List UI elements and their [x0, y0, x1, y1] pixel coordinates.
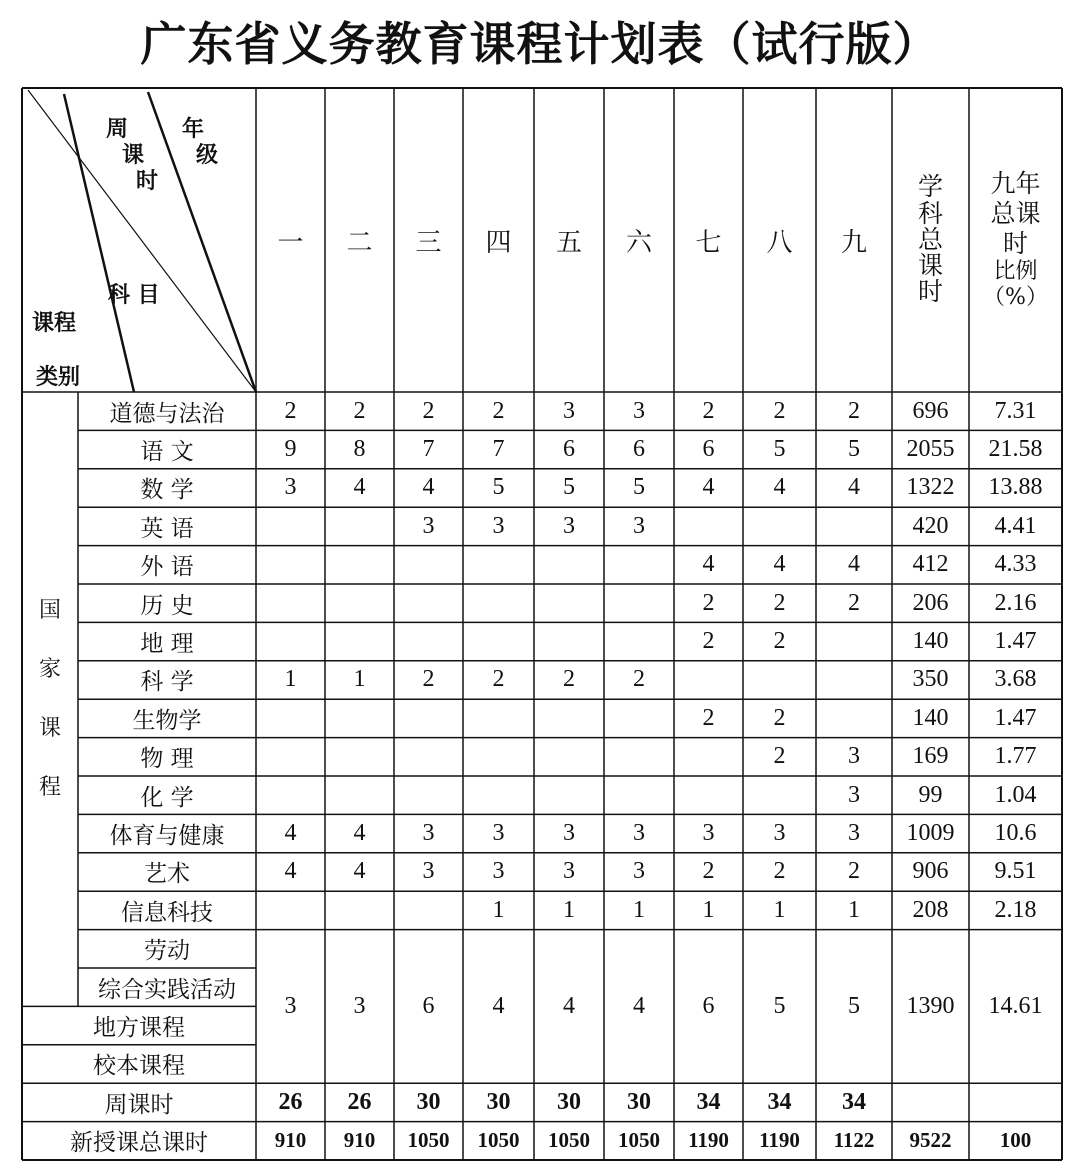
weekly-hours-cell: 1 [773, 896, 786, 923]
weekly-hours-cell: 6 [633, 436, 645, 463]
weekly-hours-cell [325, 584, 394, 622]
ratio-cell: 21.58 [988, 436, 1043, 463]
ratio-cell: 4.33 [994, 551, 1037, 578]
ratio-header-line: 九年 [990, 168, 1041, 198]
subject-total-cell: 350 [912, 666, 949, 693]
weekly-hours-cell [534, 738, 604, 776]
weekly-hours-cell: 3 [422, 820, 435, 847]
subject-total-cell: 412 [912, 551, 949, 578]
combined-hours-cell: 6 [422, 992, 435, 1019]
weekly-total-cell: 26 [347, 1088, 372, 1115]
grade-header-6: 六 [625, 227, 652, 258]
weekly-hours-cell [816, 661, 892, 699]
new-total-cell: 1050 [618, 1128, 660, 1153]
weekly-hours-cell: 9 [284, 436, 297, 463]
weekly-hours-cell: 3 [284, 474, 297, 501]
weekly-hours-cell: 2 [848, 397, 860, 424]
ratio-cell: 2.18 [994, 896, 1037, 923]
ratio-cell: 1.47 [994, 628, 1037, 655]
weekly-hours-cell: 3 [563, 512, 575, 539]
ratio-header-line: 时 [1002, 228, 1028, 258]
grade-header-8: 八 [766, 227, 793, 258]
ratio-cell: 10.6 [994, 820, 1037, 847]
subject-total-cell: 99 [918, 781, 943, 808]
weekly-hours-cell: 5 [848, 436, 860, 463]
subject-name: 综合实践活动 [98, 976, 236, 1003]
weekly-hours-cell: 2 [422, 397, 435, 424]
subject-name: 化 学 [140, 784, 194, 811]
weekly-hours-cell: 3 [492, 512, 505, 539]
weekly-hours-cell [256, 776, 325, 814]
subject-total-header-char: 时 [917, 277, 943, 307]
weekly-total-cell: 34 [767, 1088, 792, 1115]
weekly-hours-cell [604, 699, 674, 737]
weekly-total-cell: 34 [696, 1088, 721, 1115]
weekly-hours-cell [394, 776, 463, 814]
weekly-hours-cell [463, 776, 534, 814]
weekly-hours-cell [743, 507, 816, 545]
weekly-hours-cell: 2 [773, 743, 786, 770]
weekly-hours-cell [463, 699, 534, 737]
combined-hours-cell: 6 [702, 992, 715, 1019]
weekly-hours-cell [394, 584, 463, 622]
weekly-hours-cell [743, 661, 816, 699]
grade-header-2: 二 [346, 227, 373, 258]
weekly-hours-cell: 4 [702, 474, 715, 501]
weekly-hours-cell [534, 584, 604, 622]
weekly-total-cell: 30 [627, 1088, 651, 1115]
corner-weekly-hours-label-char: 周 [106, 116, 129, 142]
ratio-cell: 2.16 [994, 589, 1037, 616]
subject-total-cell: 696 [912, 397, 949, 424]
grade-header-4: 四 [485, 227, 512, 258]
weekly-hours-cell [256, 507, 325, 545]
combined-hours-cell: 3 [284, 992, 297, 1019]
weekly-hours-cell: 4 [422, 474, 435, 501]
new-total-cell: 1050 [407, 1128, 450, 1153]
corner-weekly-hours-label [106, 118, 128, 141]
ratio-header [969, 88, 1062, 392]
weekly-hours-cell: 2 [773, 589, 786, 616]
national-course-label-char: 课 [38, 716, 61, 742]
weekly-total-cell: 30 [416, 1088, 441, 1115]
new-total-cell: 1190 [688, 1128, 729, 1153]
weekly-hours-cell: 2 [773, 858, 786, 885]
subject-name: 数 学 [140, 477, 194, 504]
combined-total-cell: 1390 [906, 992, 955, 1019]
national-course-label-char: 国 [38, 598, 61, 623]
national-course-label [22, 392, 78, 1006]
combined-hours-cell: 4 [633, 992, 645, 1019]
ratio-cell: 1.77 [994, 743, 1037, 770]
corner-weekly-hours-label [136, 170, 158, 193]
weekly-hours-cell: 7 [422, 436, 435, 463]
weekly-hours-cell: 4 [284, 820, 297, 847]
weekly-hours-cell: 5 [633, 474, 645, 501]
weekly-hours-cell: 2 [773, 704, 786, 731]
subject-name: 语 文 [140, 439, 194, 466]
subject-name: 道德与法治 [109, 400, 225, 427]
weekly-hours-cell [674, 507, 743, 545]
weekly-hours-cell [256, 546, 325, 584]
new-total-cell: 1190 [759, 1128, 800, 1153]
ratio-header-line: 比例 [993, 258, 1038, 284]
weekly-hours-cell: 3 [848, 743, 860, 770]
subject-total-header [892, 88, 969, 392]
weekly-hours-cell [256, 584, 325, 622]
weekly-hours-cell [256, 738, 325, 776]
combined-hours-cell: 4 [492, 992, 505, 1019]
new-total-cell: 1050 [548, 1128, 590, 1153]
corner-weekly-hours-label [122, 144, 144, 167]
weekly-hours-cell: 3 [633, 512, 645, 539]
local-course-name: 地方课程 [93, 1015, 185, 1042]
weekly-hours-cell: 3 [563, 397, 575, 424]
subject-total-cell: 420 [912, 512, 949, 539]
weekly-hours-cell: 2 [353, 397, 366, 424]
weekly-hours-cell: 1 [563, 896, 575, 923]
weekly-hours-cell: 6 [702, 436, 715, 463]
weekly-hours-cell [534, 622, 604, 660]
combined-ratio-cell: 14.61 [988, 992, 1043, 1019]
weekly-hours-cell [256, 699, 325, 737]
weekly-total-cell: 30 [486, 1088, 511, 1115]
grand-total-cell: 9522 [909, 1128, 952, 1153]
weekly-hours-cell: 3 [563, 820, 575, 847]
ratio-cell: 1.04 [994, 781, 1037, 808]
subject-name: 劳动 [144, 938, 190, 965]
weekly-hours-cell [674, 661, 743, 699]
weekly-hours-cell [604, 584, 674, 622]
weekly-hours-cell: 4 [773, 474, 786, 501]
weekly-hours-cell [534, 699, 604, 737]
weekly-hours-cell [256, 622, 325, 660]
corner-weekly-hours-label-char: 时 [136, 168, 159, 194]
subject-total-cell: 140 [912, 628, 949, 655]
weekly-hours-cell: 2 [702, 858, 715, 885]
weekly-hours-cell [325, 776, 394, 814]
weekly-hours-cell: 3 [848, 781, 860, 808]
corner-subject-label-char: 科 目 [108, 282, 160, 308]
weekly-hours-cell: 2 [563, 666, 575, 693]
weekly-total-cell: 26 [278, 1088, 303, 1115]
subject-total-header-char: 科 [917, 198, 943, 228]
subject-total-cell: 208 [912, 896, 949, 923]
weekly-hours-cell: 4 [773, 551, 786, 578]
weekly-hours-cell: 5 [773, 436, 786, 463]
weekly-hours-cell: 4 [284, 858, 297, 885]
weekly-hours-cell: 4 [353, 474, 366, 501]
weekly-hours-cell: 2 [773, 397, 786, 424]
subject-total-cell: 206 [912, 589, 949, 616]
weekly-hours-cell [604, 546, 674, 584]
combined-hours-cell: 4 [563, 992, 575, 1019]
weekly-hours-cell [674, 776, 743, 814]
weekly-hours-cell [816, 507, 892, 545]
subject-total-cell: 1009 [906, 820, 955, 847]
weekly-hours-cell: 1 [353, 666, 366, 693]
weekly-hours-cell: 1 [633, 896, 645, 923]
subject-name: 科 学 [140, 669, 194, 696]
ratio-cell: 4.41 [994, 512, 1037, 539]
weekly-hours-cell [325, 699, 394, 737]
subject-total-header-char: 学 [917, 172, 943, 202]
weekly-hours-cell [394, 622, 463, 660]
weekly-hours-cell: 3 [563, 858, 575, 885]
weekly-hours-cell: 3 [492, 820, 505, 847]
subject-total-cell: 140 [912, 704, 949, 731]
weekly-hours-cell: 1 [284, 666, 297, 693]
weekly-hours-cell [394, 738, 463, 776]
weekly-hours-cell: 1 [492, 896, 505, 923]
weekly-hours-cell: 8 [353, 436, 366, 463]
weekly-hours-cell [463, 622, 534, 660]
subject-name: 体育与健康 [109, 823, 225, 850]
weekly-hours-cell: 1 [848, 896, 860, 923]
new-total-cell: 910 [343, 1128, 376, 1153]
subject-name: 物 理 [140, 746, 194, 773]
weekly-hours-cell: 3 [848, 820, 860, 847]
weekly-hours-cell [534, 546, 604, 584]
subject-total-cell: 2055 [906, 436, 955, 463]
new-total-cell: 1050 [477, 1128, 520, 1153]
subject-name: 英 语 [140, 515, 194, 542]
weekly-hours-cell [604, 738, 674, 776]
weekly-hours-cell: 2 [702, 704, 715, 731]
weekly-total-cell: 30 [557, 1088, 581, 1115]
weekly-hours-cell [325, 546, 394, 584]
subject-total-header-char: 总 [917, 224, 943, 254]
subject-total-header-char: 课 [917, 251, 943, 281]
subject-name: 信息科技 [121, 899, 213, 926]
corner-category-label-char: 类别 [36, 364, 81, 390]
weekly-hours-cell: 2 [848, 589, 860, 616]
subject-name: 生物学 [132, 707, 202, 734]
weekly-hours-cell: 5 [492, 474, 505, 501]
corner-grade-label-char: 年 [182, 116, 205, 142]
weekly-hours-cell: 2 [422, 666, 435, 693]
subject-name: 艺术 [144, 861, 190, 888]
weekly-hours-cell: 2 [492, 666, 505, 693]
weekly-hours-cell: 6 [563, 436, 575, 463]
grade-header-5: 五 [555, 227, 582, 258]
new-total-label: 新授课总课时 [70, 1130, 208, 1157]
weekly-hours-cell: 5 [563, 474, 575, 501]
ratio-cell: 7.31 [994, 397, 1037, 424]
grand-ratio-cell: 100 [999, 1128, 1032, 1153]
weekly-hours-cell: 4 [353, 858, 366, 885]
weekly-hours-cell [325, 891, 394, 929]
weekly-hours-cell: 2 [702, 397, 715, 424]
ratio-cell: 9.51 [994, 858, 1037, 885]
weekly-hours-cell: 4 [848, 474, 860, 501]
combined-hours-cell: 5 [848, 992, 860, 1019]
corner-weekly-hours-label-char: 课 [122, 142, 145, 168]
subject-name: 外 语 [140, 554, 194, 581]
weekly-hours-cell [463, 584, 534, 622]
subject-name: 历 史 [140, 592, 194, 619]
weekly-hours-cell: 3 [422, 512, 435, 539]
subject-total-cell: 906 [912, 858, 949, 885]
national-course-label-char: 家 [38, 657, 61, 683]
weekly-hours-cell: 3 [422, 858, 435, 885]
weekly-hours-cell [394, 546, 463, 584]
grade-header-1: 一 [277, 227, 304, 258]
weekly-hours-cell [816, 622, 892, 660]
weekly-hours-cell: 3 [633, 397, 645, 424]
weekly-hours-cell [394, 891, 463, 929]
corner-course-label-char: 课程 [32, 310, 77, 336]
weekly-hours-cell: 2 [633, 666, 645, 693]
weekly-total-cell: 34 [842, 1088, 866, 1115]
weekly-hours-cell: 4 [353, 820, 366, 847]
subject-total-cell: 1322 [906, 474, 955, 501]
combined-hours-cell: 5 [773, 992, 786, 1019]
grade-header-3: 三 [415, 227, 442, 258]
ratio-header-line: （%） [983, 285, 1048, 310]
grade-header-9: 九 [840, 227, 867, 258]
ratio-header-line: 总课 [990, 198, 1041, 228]
weekly-total-label: 周课时 [104, 1091, 174, 1118]
corner-category-label [36, 366, 80, 389]
grade-header-7: 七 [695, 227, 722, 258]
weekly-hours-cell [325, 507, 394, 545]
corner-subject-label [108, 284, 160, 307]
weekly-hours-cell: 1 [702, 896, 715, 923]
weekly-hours-cell [816, 699, 892, 737]
new-total-cell: 1122 [833, 1128, 875, 1153]
combined-hours-cell: 3 [353, 992, 366, 1019]
weekly-hours-cell: 7 [492, 436, 505, 463]
weekly-hours-cell [394, 699, 463, 737]
corner-course-label [32, 312, 76, 335]
weekly-hours-cell [674, 738, 743, 776]
corner-diagonal [28, 90, 256, 392]
weekly-hours-cell [325, 738, 394, 776]
corner-grade-label [196, 144, 218, 167]
local-course-name: 校本课程 [93, 1053, 185, 1080]
national-course-label-char: 程 [38, 775, 61, 801]
weekly-hours-cell: 3 [492, 858, 505, 885]
weekly-hours-cell: 2 [702, 589, 715, 616]
weekly-hours-cell [463, 546, 534, 584]
page-title: 广东省义务教育课程计划表（试行版） [140, 17, 940, 71]
weekly-hours-cell [604, 776, 674, 814]
new-total-cell: 910 [274, 1128, 307, 1153]
weekly-hours-cell: 4 [702, 551, 715, 578]
weekly-hours-cell: 3 [633, 820, 645, 847]
weekly-hours-cell: 4 [848, 551, 860, 578]
weekly-hours-cell [463, 738, 534, 776]
weekly-hours-cell: 2 [284, 397, 297, 424]
weekly-hours-cell: 3 [702, 820, 715, 847]
weekly-hours-cell: 2 [702, 628, 715, 655]
weekly-hours-cell [604, 622, 674, 660]
weekly-hours-cell [534, 776, 604, 814]
weekly-hours-cell: 2 [773, 628, 786, 655]
ratio-cell: 1.47 [994, 704, 1037, 731]
subject-total-cell: 169 [912, 743, 949, 770]
weekly-hours-cell [256, 891, 325, 929]
corner-grade-label-char: 级 [196, 142, 219, 168]
weekly-hours-cell: 3 [773, 820, 786, 847]
weekly-hours-cell: 3 [633, 858, 645, 885]
ratio-cell: 13.88 [988, 474, 1043, 501]
weekly-hours-cell: 2 [848, 858, 860, 885]
weekly-hours-cell [325, 622, 394, 660]
corner-grade-label [182, 118, 204, 141]
weekly-hours-cell [743, 776, 816, 814]
subject-name: 地 理 [140, 631, 194, 658]
ratio-cell: 3.68 [994, 666, 1037, 693]
weekly-hours-cell: 2 [492, 397, 505, 424]
